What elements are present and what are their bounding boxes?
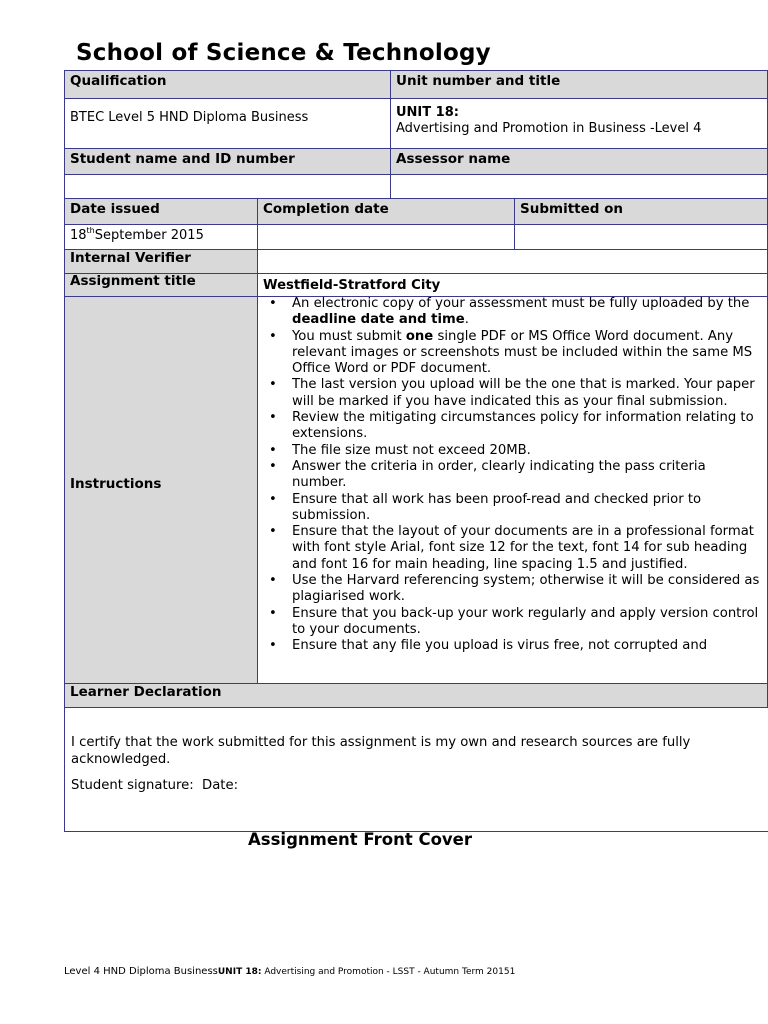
date-issued-label: Date issued (64, 198, 258, 225)
internal-verifier-label: Internal Verifier (64, 249, 258, 274)
page-footer (64, 966, 515, 977)
submitted-on-field[interactable] (514, 224, 768, 250)
student-signature-line: Student signature: Date: (71, 778, 239, 793)
assignment-title-value: Westfield-Stratford City (257, 273, 768, 297)
instruction-item: • Use the Harvard referencing system; otherwise it will be considered as plagiarised work. (292, 573, 768, 606)
instruction-item: • Ensure that all work has been proof-read and checked prior to submission. (292, 492, 768, 525)
assessor-value-field[interactable] (390, 174, 768, 199)
declaration-text: I certify that the work submitted for this assignment is my own and research sources are fully acknowledged. (71, 735, 691, 767)
instructions-list (257, 296, 768, 683)
footer-unit: UNIT 18: (217, 967, 262, 977)
submitted-on-label: Submitted on (514, 198, 768, 225)
footer-details: Advertising and Promotion - LSST - Autumn Term 2015 (261, 967, 510, 977)
internal-verifier-field[interactable] (257, 249, 768, 274)
instruction-item: • Ensure that you back-up your work regularly and apply version control to your documents. (292, 606, 768, 639)
assessor-label: Assessor name (390, 148, 768, 175)
qualification-value-cell (64, 98, 391, 149)
date-issued-value: 18thSeptember 2015 (64, 224, 258, 250)
instruction-item: • Answer the criteria in order, clearly indicating the pass criteria number. (292, 459, 768, 492)
footer-page-number: 1 (509, 967, 516, 977)
instruction-item: • The file size must not exceed 20MB. (292, 443, 768, 459)
unit-value-cell (390, 98, 768, 149)
instruction-item: • Ensure that any file you upload is virus free, not corrupted and (292, 638, 768, 654)
footer-qualification: Level 4 HND Diploma Business (64, 966, 218, 977)
unit-number: UNIT 18: (396, 105, 459, 120)
student-label: Student name and ID number (64, 148, 391, 175)
declaration-cell (64, 707, 768, 832)
unit-label: Unit number and title (390, 70, 768, 99)
instruction-item: • Review the mitigating circumstances policy for information relating to extensions. (292, 410, 768, 443)
completion-date-field[interactable] (257, 224, 515, 250)
unit-title: Advertising and Promotion in Business -Level 4 (396, 121, 702, 136)
school-title: School of Science & Technology (76, 40, 491, 66)
assignment-title-label: Assignment title (64, 273, 258, 297)
instruction-item: • The last version you upload will be the one that is marked. Your paper will be marked if you have indicated this as your final submission. (292, 377, 768, 410)
instruction-item: • You must submit one single PDF or MS Office Word document. Any relevant images or screenshots must be included within the same MS Office Word or PDF document. (292, 329, 768, 378)
instructions-label: Instructions (70, 476, 162, 492)
instructions-label-cell (64, 296, 258, 684)
instruction-item: • Ensure that the layout of your documents are in a professional format with font style Arial, font size 12 for the text, font 14 for sub heading and font 16 for main heading, line spacing 1.5 and justified. (292, 524, 768, 573)
qualification-label: Qualification (64, 70, 391, 99)
completion-date-label: Completion date (257, 198, 515, 225)
instruction-item: • An electronic copy of your assessment must be fully uploaded by the deadline date and time. (292, 296, 768, 329)
assignment-front-cover-title: Assignment Front Cover (248, 830, 472, 849)
qualification-value: BTEC Level 5 HND Diploma Business (70, 110, 309, 125)
learner-declaration-label: Learner Declaration (64, 683, 768, 708)
student-value-field[interactable] (64, 174, 391, 199)
